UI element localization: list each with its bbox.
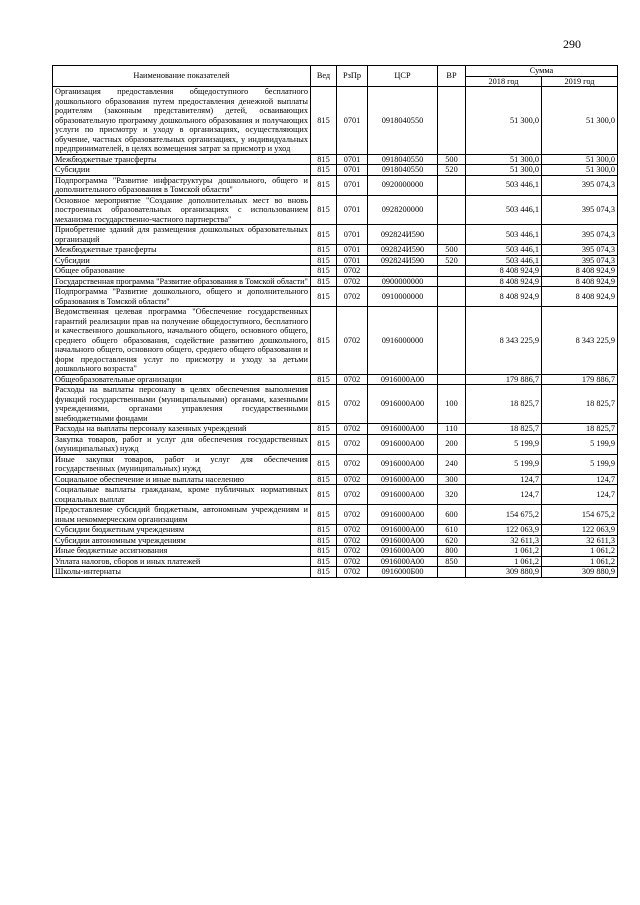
cell-csr: 0918040550 — [368, 87, 438, 155]
cell-sum-2018: 18 825,7 — [466, 385, 542, 424]
cell-ved: 815 — [311, 154, 337, 165]
cell-vr — [438, 175, 466, 195]
cell-name: Ведомственная целевая программа "Обеспечение государственных гарантий реализации прав на получение общедоступного, бесплатного и качественного дошкольного, начального общего, основного общего, среднего общего образования, содействие развитию дошкольного, начального общего, основного общего, среднего общего образования и форм предоставления услуг по присмотру и уходу за детьми дошкольного возраста" — [53, 307, 311, 375]
cell-sum-2019: 395 074,3 — [542, 255, 618, 266]
cell-sum-2019: 154 675,2 — [542, 505, 618, 525]
cell-sum-2019: 124,7 — [542, 474, 618, 485]
header-name: Наименование показателей — [53, 66, 311, 87]
cell-name: Социальное обеспечение и иные выплаты населению — [53, 474, 311, 485]
table-row — [53, 307, 618, 375]
cell-rzpr: 0702 — [337, 385, 368, 424]
cell-sum-2018: 1 061,2 — [466, 546, 542, 557]
cell-rzpr: 0702 — [337, 287, 368, 307]
cell-ved: 815 — [311, 525, 337, 536]
cell-sum-2018: 5 199,9 — [466, 434, 542, 454]
cell-vr: 520 — [438, 255, 466, 266]
cell-rzpr: 0702 — [337, 525, 368, 536]
cell-sum-2018: 51 300,0 — [466, 87, 542, 155]
cell-ved: 815 — [311, 287, 337, 307]
table-row — [53, 424, 618, 435]
cell-ved: 815 — [311, 556, 337, 567]
cell-name: Уплата налогов, сборов и иных платежей — [53, 556, 311, 567]
cell-csr: 0916000А00 — [368, 424, 438, 435]
cell-rzpr: 0702 — [337, 535, 368, 546]
cell-rzpr: 0702 — [337, 505, 368, 525]
cell-name: Государственная программа "Развитие образования в Томской области" — [53, 276, 311, 287]
cell-ved: 815 — [311, 434, 337, 454]
cell-name: Субсидии автономным учреждениям — [53, 535, 311, 546]
cell-sum-2018: 309 880,9 — [466, 567, 542, 578]
cell-ved: 815 — [311, 266, 337, 277]
cell-name: Предоставление субсидий бюджетным, автономным учреждениям и иным некоммерческим организациям — [53, 505, 311, 525]
cell-sum-2018: 154 675,2 — [466, 505, 542, 525]
table-row — [53, 276, 618, 287]
page-number: 290 — [563, 37, 581, 51]
cell-sum-2018: 179 886,7 — [466, 374, 542, 385]
cell-csr: 0916000А00 — [368, 556, 438, 567]
cell-sum-2018: 5 199,9 — [466, 454, 542, 474]
cell-sum-2019: 18 825,7 — [542, 385, 618, 424]
table-row — [53, 505, 618, 525]
cell-sum-2018: 122 063,9 — [466, 525, 542, 536]
cell-sum-2019: 309 880,9 — [542, 567, 618, 578]
cell-sum-2018: 8 408 924,9 — [466, 287, 542, 307]
cell-vr — [438, 225, 466, 245]
header-rzpr: РзПр — [337, 66, 368, 87]
table-row — [53, 567, 618, 578]
cell-rzpr: 0701 — [337, 175, 368, 195]
cell-rzpr: 0702 — [337, 374, 368, 385]
cell-vr — [438, 87, 466, 155]
cell-csr: 0916000А00 — [368, 474, 438, 485]
cell-sum-2018: 32 611,3 — [466, 535, 542, 546]
table-header — [53, 66, 618, 87]
cell-csr: 0910000000 — [368, 287, 438, 307]
table-row — [53, 195, 618, 225]
cell-vr: 500 — [438, 245, 466, 256]
cell-csr: 0920000000 — [368, 175, 438, 195]
cell-sum-2018: 124,7 — [466, 474, 542, 485]
cell-csr: 0916000А00 — [368, 485, 438, 505]
cell-rzpr: 0702 — [337, 307, 368, 375]
cell-name: Субсидии — [53, 165, 311, 176]
cell-ved: 815 — [311, 175, 337, 195]
cell-name: Школы-интернаты — [53, 567, 311, 578]
cell-sum-2019: 8 408 924,9 — [542, 266, 618, 277]
cell-rzpr: 0702 — [337, 474, 368, 485]
cell-rzpr: 0702 — [337, 266, 368, 277]
cell-ved: 815 — [311, 165, 337, 176]
cell-name: Общее образование — [53, 266, 311, 277]
cell-sum-2019: 32 611,3 — [542, 535, 618, 546]
cell-rzpr: 0701 — [337, 165, 368, 176]
table-row — [53, 454, 618, 474]
cell-sum-2019: 395 074,3 — [542, 225, 618, 245]
cell-name: Межбюджетные трансферты — [53, 245, 311, 256]
cell-csr: 0928200000 — [368, 195, 438, 225]
cell-sum-2018: 503 446,1 — [466, 255, 542, 266]
cell-sum-2019: 395 074,3 — [542, 245, 618, 256]
cell-sum-2019: 8 408 924,9 — [542, 287, 618, 307]
budget-table — [52, 65, 618, 578]
cell-vr: 610 — [438, 525, 466, 536]
cell-ved: 815 — [311, 374, 337, 385]
cell-name: Социальные выплаты гражданам, кроме публичных нормативных социальных выплат — [53, 485, 311, 505]
table-row — [53, 535, 618, 546]
cell-vr: 110 — [438, 424, 466, 435]
cell-sum-2018: 503 446,1 — [466, 195, 542, 225]
cell-sum-2019: 395 074,3 — [542, 175, 618, 195]
table-row — [53, 266, 618, 277]
cell-ved: 815 — [311, 535, 337, 546]
cell-sum-2019: 5 199,9 — [542, 434, 618, 454]
cell-rzpr: 0701 — [337, 225, 368, 245]
cell-sum-2018: 8 408 924,9 — [466, 276, 542, 287]
cell-name: Иные бюджетные ассигнования — [53, 546, 311, 557]
cell-vr: 320 — [438, 485, 466, 505]
cell-ved: 815 — [311, 276, 337, 287]
cell-vr: 300 — [438, 474, 466, 485]
cell-csr: 0916000А00 — [368, 374, 438, 385]
cell-sum-2019: 8 408 924,9 — [542, 276, 618, 287]
cell-name: Расходы на выплаты персоналу казенных учреждений — [53, 424, 311, 435]
cell-csr: 0916000А00 — [368, 535, 438, 546]
cell-name: Подпрограмма "Развитие дошкольного, общего и дополнительного образования в Томской области" — [53, 287, 311, 307]
cell-sum-2018: 8 408 924,9 — [466, 266, 542, 277]
cell-rzpr: 0702 — [337, 434, 368, 454]
cell-csr: 0900000000 — [368, 276, 438, 287]
table-row — [53, 474, 618, 485]
table-row — [53, 556, 618, 567]
cell-csr: 0916000А00 — [368, 546, 438, 557]
cell-csr: 092824И590 — [368, 255, 438, 266]
cell-ved: 815 — [311, 454, 337, 474]
cell-ved: 815 — [311, 385, 337, 424]
cell-sum-2018: 18 825,7 — [466, 424, 542, 435]
cell-name: Подпрограмма "Развитие инфраструктуры дошкольного, общего и дополнительного образования в Томской области" — [53, 175, 311, 195]
cell-sum-2018: 503 446,1 — [466, 245, 542, 256]
cell-sum-2019: 51 300,0 — [542, 154, 618, 165]
cell-sum-2019: 122 063,9 — [542, 525, 618, 536]
cell-csr: 0916000А00 — [368, 505, 438, 525]
cell-csr: 0916000000 — [368, 307, 438, 375]
cell-sum-2018: 1 061,2 — [466, 556, 542, 567]
cell-rzpr: 0702 — [337, 556, 368, 567]
cell-ved: 815 — [311, 245, 337, 256]
header-sum: Сумма — [466, 66, 618, 77]
cell-vr — [438, 567, 466, 578]
cell-rzpr: 0702 — [337, 424, 368, 435]
table-row — [53, 175, 618, 195]
cell-name: Субсидии — [53, 255, 311, 266]
cell-vr — [438, 374, 466, 385]
cell-rzpr: 0702 — [337, 546, 368, 557]
cell-sum-2019: 18 825,7 — [542, 424, 618, 435]
cell-csr: 0916000А00 — [368, 454, 438, 474]
cell-ved: 815 — [311, 307, 337, 375]
cell-sum-2018: 503 446,1 — [466, 225, 542, 245]
cell-vr: 620 — [438, 535, 466, 546]
cell-vr: 850 — [438, 556, 466, 567]
cell-rzpr: 0701 — [337, 154, 368, 165]
cell-csr: 0916000Б00 — [368, 567, 438, 578]
cell-csr: 0918040550 — [368, 154, 438, 165]
cell-name: Общеобразовательные организации — [53, 374, 311, 385]
table-row — [53, 374, 618, 385]
cell-sum-2019: 179 886,7 — [542, 374, 618, 385]
cell-ved: 815 — [311, 255, 337, 266]
cell-sum-2018: 8 343 225,9 — [466, 307, 542, 375]
header-vr: ВР — [438, 66, 466, 87]
cell-csr: 0918040550 — [368, 165, 438, 176]
cell-sum-2019: 124,7 — [542, 485, 618, 505]
table-row — [53, 225, 618, 245]
cell-csr: 0916000А00 — [368, 525, 438, 536]
cell-rzpr: 0702 — [337, 485, 368, 505]
cell-name: Закупка товаров, работ и услуг для обеспечения государственных (муниципальных) нужд — [53, 434, 311, 454]
cell-sum-2019: 1 061,2 — [542, 556, 618, 567]
cell-name: Иные закупки товаров, работ и услуг для обеспечения государственных (муниципальных) нужд — [53, 454, 311, 474]
cell-ved: 815 — [311, 424, 337, 435]
cell-vr: 200 — [438, 434, 466, 454]
cell-csr: 0916000А00 — [368, 434, 438, 454]
cell-rzpr: 0701 — [337, 195, 368, 225]
table-row — [53, 525, 618, 536]
cell-sum-2018: 51 300,0 — [466, 165, 542, 176]
cell-sum-2019: 51 300,0 — [542, 87, 618, 155]
table-row — [53, 287, 618, 307]
header-ved: Вед — [311, 66, 337, 87]
header-2018: 2018 год — [466, 76, 542, 87]
header-csr: ЦСР — [368, 66, 438, 87]
cell-sum-2018: 51 300,0 — [466, 154, 542, 165]
cell-rzpr: 0702 — [337, 567, 368, 578]
cell-vr: 520 — [438, 165, 466, 176]
cell-sum-2019: 5 199,9 — [542, 454, 618, 474]
cell-vr — [438, 266, 466, 277]
cell-vr: 800 — [438, 546, 466, 557]
cell-name: Межбюджетные трансферты — [53, 154, 311, 165]
cell-vr: 100 — [438, 385, 466, 424]
cell-ved: 815 — [311, 505, 337, 525]
cell-sum-2019: 8 343 225,9 — [542, 307, 618, 375]
cell-csr: 092824И590 — [368, 225, 438, 245]
table-row — [53, 255, 618, 266]
cell-csr: 092824И590 — [368, 245, 438, 256]
table-row — [53, 485, 618, 505]
cell-rzpr: 0702 — [337, 454, 368, 474]
cell-ved: 815 — [311, 485, 337, 505]
cell-name: Приобретение зданий для размещения дошкольных образовательных организаций — [53, 225, 311, 245]
cell-vr: 500 — [438, 154, 466, 165]
cell-name: Организация предоставления общедоступного бесплатного дошкольного образования путем предоставления денежной выплаты родителям (законным представителям) детей, осваивающих образовательную программу дошкольного образования и получающих услуги по присмотру и уходу в организациях, осуществляющих обучение, частных образовательных организациях, у индивидуальных предпринимателей, в целях возмещения затрат за присмотр и уход — [53, 87, 311, 155]
cell-sum-2019: 51 300,0 — [542, 165, 618, 176]
cell-ved: 815 — [311, 195, 337, 225]
cell-rzpr: 0701 — [337, 245, 368, 256]
table-row — [53, 546, 618, 557]
cell-rzpr: 0701 — [337, 87, 368, 155]
cell-ved: 815 — [311, 225, 337, 245]
cell-vr: 600 — [438, 505, 466, 525]
cell-name: Субсидии бюджетным учреждениям — [53, 525, 311, 536]
table-row — [53, 165, 618, 176]
cell-csr — [368, 266, 438, 277]
cell-ved: 815 — [311, 474, 337, 485]
table-row — [53, 434, 618, 454]
cell-csr: 0916000А00 — [368, 385, 438, 424]
cell-name: Основное мероприятие "Создание дополнительных мест во вновь построенных образовательных организациях с использованием механизма государственно-частного партнерства" — [53, 195, 311, 225]
cell-rzpr: 0702 — [337, 276, 368, 287]
cell-vr — [438, 276, 466, 287]
cell-name: Расходы на выплаты персоналу в целях обеспечения выполнения функций государственными (муниципальными) органами, казенными учреждениями, органами управления государственными внебюджетными фондами — [53, 385, 311, 424]
cell-sum-2018: 124,7 — [466, 485, 542, 505]
cell-ved: 815 — [311, 546, 337, 557]
table-body — [53, 87, 618, 578]
header-2019: 2019 год — [542, 76, 618, 87]
cell-sum-2019: 395 074,3 — [542, 195, 618, 225]
cell-rzpr: 0701 — [337, 255, 368, 266]
cell-vr — [438, 287, 466, 307]
table-row — [53, 87, 618, 155]
table-row — [53, 154, 618, 165]
table-row — [53, 385, 618, 424]
cell-sum-2018: 503 446,1 — [466, 175, 542, 195]
cell-ved: 815 — [311, 87, 337, 155]
cell-vr: 240 — [438, 454, 466, 474]
cell-vr — [438, 195, 466, 225]
cell-ved: 815 — [311, 567, 337, 578]
cell-vr — [438, 307, 466, 375]
cell-sum-2019: 1 061,2 — [542, 546, 618, 557]
table-row — [53, 245, 618, 256]
